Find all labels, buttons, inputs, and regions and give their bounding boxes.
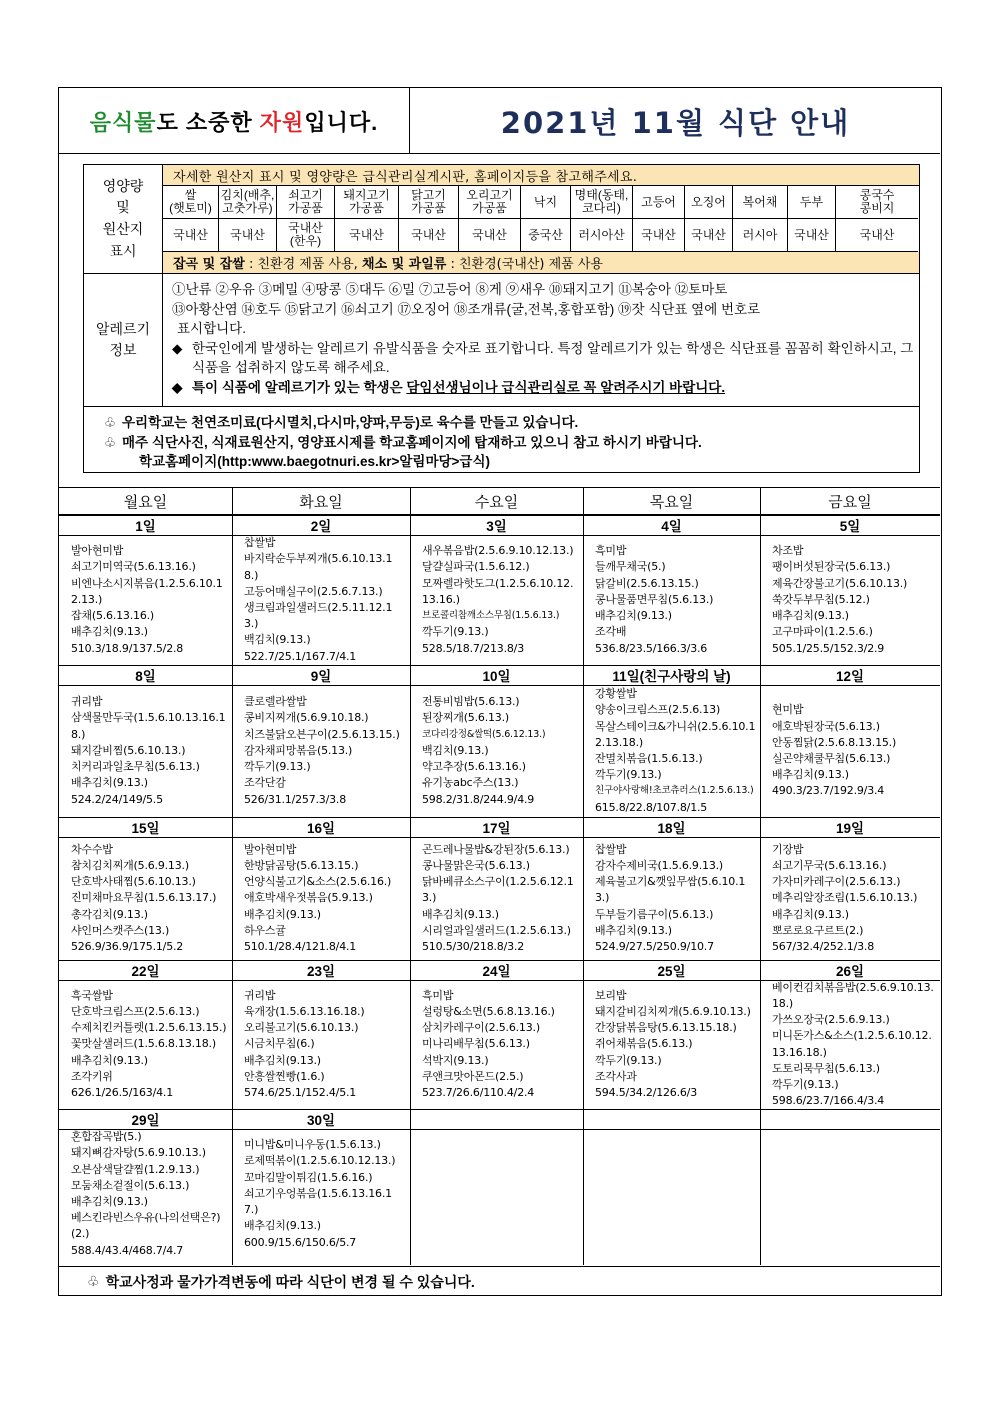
menu-item: 강황쌀밥 xyxy=(595,687,637,701)
menu-item: 들깨무채국(5.) xyxy=(595,560,666,574)
slogan-part: 자원 xyxy=(259,109,305,135)
menu-cell xyxy=(71,839,228,958)
menu-item: 고구마파이(1.2.5.6.) xyxy=(772,625,873,639)
menu-item: 깍두기(9.13.) xyxy=(595,1053,662,1067)
column-divider xyxy=(232,487,233,1265)
origin-country: 국내산 xyxy=(219,219,277,252)
weekday-header: 수요일 xyxy=(410,487,583,515)
menu-item: 콩나물품면무침(5.6.13.) xyxy=(595,592,714,606)
menu-item: 배추김치(9.13.) xyxy=(244,1219,321,1233)
day-date: 12일 xyxy=(835,669,865,684)
origin-country: 국내산 xyxy=(633,219,685,252)
notice-2 xyxy=(104,433,919,453)
day-date: 4일 xyxy=(661,519,682,534)
allergy-bullet-1 xyxy=(172,339,917,378)
menu-item: 미니돈가스&소스(1.2.5.6.10.12.13.16.18.) xyxy=(772,1029,932,1059)
menu-item: 쇠고기무국(5.6.13.16.) xyxy=(772,858,887,872)
menu-cell xyxy=(595,537,756,663)
menu-item: 조각키위 xyxy=(71,1069,113,1083)
menu-item: 발아현미밥 xyxy=(244,842,297,856)
menu-item: 삼치카레구이(2.5.6.13.) xyxy=(422,1021,540,1035)
menu-item: 미나리배무침(5.6.13.) xyxy=(422,1037,530,1051)
nutrition-info: 524.2/24/149/5.5 xyxy=(71,792,163,806)
menu-item: 배추김치(9.13.) xyxy=(772,609,849,623)
menu-cell xyxy=(244,1131,406,1257)
menu-item: 제육불고기&깻잎무쌈(5.6.10.13.) xyxy=(595,875,746,905)
menu-item: 콩비지찌개(5.6.9.10.18.) xyxy=(244,711,369,725)
menu-item: 시리얼과일샐러드(1.2.5.6.13.) xyxy=(422,923,571,937)
menu-cell xyxy=(244,687,406,815)
info-section xyxy=(59,155,940,487)
menu-item: 참치김치찌개(5.6.9.13.) xyxy=(71,858,189,872)
menu-item: 곤드레나물밥&강된장(5.6.13.) xyxy=(422,842,570,856)
origin-item: 오리고기 가공품 xyxy=(459,186,521,219)
menu-item: 팽이버섯된장국(5.6.13.) xyxy=(772,560,891,574)
footer-text: 학교사정과 물가가격변동에 따라 식단이 변경 될 수 있습니다. xyxy=(105,1273,475,1290)
menu-cell xyxy=(595,687,756,815)
nutrition-info: 528.5/18.7/213.8/3 xyxy=(422,641,524,655)
menu-item: 깍두기(9.13.) xyxy=(422,625,489,639)
menu-item: 간장닭볶음탕(5.6.13.15.18.) xyxy=(595,1021,737,1035)
menu-item: 현미밥 xyxy=(772,703,804,717)
menu-item: 시금치무침(6.) xyxy=(244,1037,315,1051)
column-divider xyxy=(410,487,411,1265)
menu-item: 애호박된장국(5.6.13.) xyxy=(772,719,880,733)
origin-footnote xyxy=(163,252,919,273)
veg-note: : 친환경(국내산) 제품 사용 xyxy=(446,257,603,272)
slogan xyxy=(59,88,410,154)
notice-text-1: 우리학교는 천연조미료(다시멸치,다시마,양파,무등)로 육수를 만들고 있습니다. xyxy=(122,415,579,430)
column-divider xyxy=(760,487,761,1265)
menu-item: 양송이크림스프(2.5.6.13) xyxy=(595,703,721,717)
menu-item: 치즈불닭오븐구이(2.5.6.13.15.) xyxy=(244,727,400,741)
origin-country: 국내산 (한우) xyxy=(277,219,335,252)
origin-country: 국내산 xyxy=(836,219,918,252)
menu-item: 깍두기(9.13.) xyxy=(772,1077,839,1091)
day-date: 29일 xyxy=(131,1113,160,1128)
menu-item: 바지락순두부찌개(5.6.10.13.18.) xyxy=(244,552,393,582)
clover-icon: ♧ xyxy=(104,415,117,430)
menu-item: 차조밥 xyxy=(772,544,804,558)
menu-item: 감자수제비국(1.5.6.9.13.) xyxy=(595,858,724,872)
menu-item: 배추김치(9.13.) xyxy=(772,907,849,921)
menu-item: 깍두기(9.13.) xyxy=(244,760,311,774)
menu-item: 배추김치(9.13.) xyxy=(595,609,672,623)
menu-cell xyxy=(772,537,936,663)
menu-item: 클로렐라쌀밥 xyxy=(244,695,307,709)
menu-item: 백김치(9.13.) xyxy=(244,633,311,647)
menu-item: 된장찌개(5.6.13.) xyxy=(422,711,509,725)
menu-item: 달걀실파국(1.5.6.12.) xyxy=(422,560,530,574)
grain-label: 잡곡 및 잡쌀 xyxy=(173,257,245,272)
column-divider xyxy=(583,487,584,1265)
origin-item: 고등어 xyxy=(633,186,685,219)
nutrition-info: 510.1/28.4/121.8/4.1 xyxy=(244,940,357,953)
menu-item: 오븐삼색달걀찜(1.2.9.13.) xyxy=(71,1162,200,1176)
menu-cell xyxy=(422,537,579,663)
menu-item: 실곤약채쿨무침(5.6.13.) xyxy=(772,752,891,765)
day-date: 15일 xyxy=(131,821,160,836)
menu-item: 하우스귤 xyxy=(244,923,286,937)
allergy-bullet-text-1: 한국인에게 발생하는 알레르기 유발식품을 숫자로 표기합니다. 특정 알레르기가 있는 학생은 식단표를 꼼꼼히 확인하시고, 그 식품을 섭취하지 않도록 해주세요. xyxy=(192,340,914,375)
nutrition-info: 588.4/43.4/468.7/4.7 xyxy=(71,1243,184,1257)
slogan-part: 음식물 xyxy=(89,109,157,135)
day-date: 3일 xyxy=(486,519,507,534)
origin-item: 쌀 (햇토미) xyxy=(163,186,219,219)
menu-item: 메추리알장조림(1.5.6.10.13.) xyxy=(772,891,918,905)
menu-cell xyxy=(71,1131,228,1257)
allergy-bullet-2 xyxy=(172,378,917,398)
menu-item: 백김치(9.13.) xyxy=(422,743,489,757)
menu-item: 돼지갈비찜(5.6.10.13.) xyxy=(71,743,186,757)
menu-item: 친구야사랑해!초코츄러스(1.2.5.6.13.) xyxy=(595,785,754,797)
menu-cell xyxy=(595,982,756,1107)
menu-item: 쇠고기우엉볶음(1.5.6.13.16.17.) xyxy=(244,1186,392,1217)
school-homepage: 학교홈페이지(http:www.baegotnuri.es.kr>알림마당>급식) xyxy=(139,454,491,469)
nutrition-info: 505.1/25.5/152.3/2.9 xyxy=(772,641,885,655)
nutrition-info: 526.9/36.9/175.1/5.2 xyxy=(71,940,184,953)
menu-item: 조각단감 xyxy=(244,776,286,790)
menu-item: 뽀로로요구르트(2.) xyxy=(772,923,864,937)
menu-item: 흑국쌀밥 xyxy=(71,988,113,1002)
nutrition-info: 510.5/30/218.8/3.2 xyxy=(422,940,524,953)
menu-item: 차수수밥 xyxy=(71,842,113,856)
menu-sheet xyxy=(58,87,942,1296)
menu-item: 고등어매실구이(2.5.6.7.13.) xyxy=(244,584,383,598)
diamond-icon: ◆ xyxy=(172,379,183,395)
origin-label: 영양량 및 원산지 표시 xyxy=(84,165,163,273)
menu-item: 한방닭곰탕(5.6.13.15.) xyxy=(244,858,359,872)
veg-label: 채소 및 과일류 xyxy=(361,257,447,272)
menu-item: 잡채(5.6.13.16.) xyxy=(71,609,155,623)
menu-item: 배추김치(9.13.) xyxy=(244,907,321,921)
nutrition-info: 598.6/23.7/166.4/3.4 xyxy=(772,1094,885,1108)
menu-item: 쇠고기미역국(5.6.13.16.) xyxy=(71,560,196,574)
menu-item: 보리밥 xyxy=(595,988,627,1002)
origin-item: 낙지 xyxy=(521,186,571,219)
menu-item: 단호박크림스프(2.5.6.13.) xyxy=(71,1004,200,1018)
day-date: 23일 xyxy=(306,964,336,979)
menu-item: 안동찜닭(2.5.6.8.13.15.) xyxy=(772,735,897,749)
day-date: 10일 xyxy=(482,669,511,684)
menu-item: 유기농abc주스(13.) xyxy=(422,776,519,790)
weekday-header: 목요일 xyxy=(583,487,760,515)
menu-item: 모짜렐라핫도그(1.2.5.6.10.12.13.16.) xyxy=(422,576,574,606)
weekday-header: 금요일 xyxy=(760,487,940,515)
menu-cell xyxy=(244,982,406,1107)
menu-item: 배추김치(9.13.) xyxy=(772,768,849,782)
day-date: 25일 xyxy=(657,964,686,979)
diamond-icon: ◆ xyxy=(172,340,183,356)
menu-item: 찹쌀밥 xyxy=(244,536,276,550)
menu-item: 조각사과 xyxy=(595,1069,637,1083)
origin-note: 자세한 원산지 표시 및 영양량은 급식관리실게시판, 홈페이지등을 참고해주세요. xyxy=(163,165,919,186)
nutrition-info: 510.3/18.9/137.5/2.8 xyxy=(71,641,184,655)
menu-cell xyxy=(422,982,579,1107)
menu-item: 쿠앤크맛아몬드(2.5.) xyxy=(422,1069,524,1083)
allergy-label: 알레르기 정보 xyxy=(84,274,163,406)
footer-note xyxy=(59,1266,940,1296)
origin-item: 콩국수 콩비지 xyxy=(836,186,918,219)
menu-item: 가쓰오장국(2.5.6.9.13.) xyxy=(772,1013,890,1027)
menu-item: 브로콜리참깨소스무침(1.5.6.13.) xyxy=(422,610,560,622)
menu-item: 육개장(1.5.6.13.16.18.) xyxy=(244,1004,365,1018)
day-date: 17일 xyxy=(482,821,511,836)
nutrition-info: 522.7/25.1/167.7/4.1 xyxy=(244,649,357,663)
menu-item: 석박지(9.13.) xyxy=(422,1053,489,1067)
date-divider xyxy=(59,837,940,838)
menu-cell xyxy=(71,982,228,1107)
menu-item: 흑미밥 xyxy=(422,988,454,1002)
menu-item: 쥐어채볶음(5.6.13.) xyxy=(595,1037,693,1051)
notice-1 xyxy=(104,413,919,433)
menu-item: 오리불고기(5.6.10.13.) xyxy=(244,1021,359,1035)
origin-country: 국내산 xyxy=(335,219,399,252)
menu-item: 베이컨김치볶음밥(2.5.6.9.10.13.18.) xyxy=(772,980,934,1010)
menu-item: 배추김치(9.13.) xyxy=(595,923,672,937)
nutrition-info: 523.7/26.6/110.4/2.4 xyxy=(422,1086,535,1099)
menu-item: 베스킨라빈스우유(나의선택은?)(2.) xyxy=(71,1211,221,1241)
menu-item: 로제떡볶이(1.2.5.6.10.12.13.) xyxy=(244,1154,396,1168)
menu-item: 언양식불고기&소스(2.5.6.16.) xyxy=(244,875,392,889)
day-date: 9일 xyxy=(310,669,332,684)
menu-cell xyxy=(71,537,228,663)
allergy-bullet-text-2: 특이 식품에 알레르기가 있는 학생은 xyxy=(192,379,407,395)
weekday-header: 화요일 xyxy=(232,487,410,515)
menu-item: 안흥쌀찐빵(1.6.) xyxy=(244,1069,325,1083)
allergy-bullet-underline: 담임선생님이나 급식관리실로 꼭 알려주시기 바랍니다. xyxy=(406,379,726,395)
menu-item: 코다리강정&쌀떡(5.6.12.13.) xyxy=(422,728,546,740)
menu-item: 가자미카레구이(2.5.6.13.) xyxy=(772,875,901,889)
weekday-header: 월요일 xyxy=(59,487,232,515)
clover-icon: ♧ xyxy=(87,1273,100,1289)
nutrition-info: 490.3/23.7/192.9/3.4 xyxy=(772,784,885,798)
menu-item: 배추김치(9.13.) xyxy=(71,776,148,790)
menu-item: 약고추장(5.6.13.16.) xyxy=(422,760,526,774)
menu-cell xyxy=(772,687,936,815)
origin-item: 돼지고기 가공품 xyxy=(335,186,399,219)
origin-item: 복어채 xyxy=(733,186,788,219)
origin-item: 오징어 xyxy=(685,186,733,219)
origin-country: 국내산 xyxy=(399,219,459,252)
menu-item: 찹쌀밥 xyxy=(595,842,627,856)
menu-item: 깍두기(9.13.) xyxy=(595,768,662,782)
menu-cell xyxy=(71,687,228,815)
menu-item: 단호박사태찜(5.6.10.13.) xyxy=(71,875,196,889)
origin-country: 러시아산 xyxy=(571,219,633,252)
menu-item: 전통비빔밥(5.6.13.) xyxy=(422,695,520,709)
menu-cell xyxy=(595,839,756,958)
nutrition-info: 536.8/23.5/166.3/3.6 xyxy=(595,641,708,655)
menu-item: 설렁탕&소면(5.6.8.13.16.) xyxy=(422,1004,555,1018)
origin-country: 국내산 xyxy=(788,219,836,252)
origin-item: 김치(배추, 고춧가루) xyxy=(219,186,277,219)
menu-item: 발아현미밥 xyxy=(71,544,124,558)
day-date: 19일 xyxy=(835,821,865,836)
menu-item: 미니밥&미니우동(1.5.6.13.) xyxy=(244,1138,381,1152)
menu-item: 콩나물맑은국(5.6.13.) xyxy=(422,858,530,872)
origin-country: 러시아 xyxy=(733,219,788,252)
day-date: 2일 xyxy=(310,519,332,534)
menu-item: 배추김치(9.13.) xyxy=(71,625,148,639)
header xyxy=(59,88,940,154)
nutrition-info: 526/31.1/257.3/3.8 xyxy=(244,792,346,806)
notice-text-2: 매주 식단사진, 식재료원산지, 영양표시제를 학교홈페이지에 탑재하고 있으니 참고 하시기 바랍니다. xyxy=(122,434,702,450)
menu-item: 감자채피망볶음(5.13.) xyxy=(244,743,353,757)
menu-item: 도토리묵무침(5.6.13.) xyxy=(772,1061,880,1075)
nutrition-info: 574.6/25.1/152.4/5.1 xyxy=(244,1086,357,1099)
allergy-body xyxy=(172,280,917,397)
menu-item: 혼합잡곡밥(5.) xyxy=(71,1130,142,1144)
nutrition-info: 600.9/15.6/150.6/5.7 xyxy=(244,1235,357,1249)
menu-item: 치커리과일초무침(5.6.13.) xyxy=(71,760,200,774)
menu-item: 배추김치(9.13.) xyxy=(71,1195,148,1208)
menu-item: 새우볶음밥(2.5.6.9.10.12.13.) xyxy=(422,544,574,558)
menu-cell xyxy=(422,687,579,815)
menu-item: 기장밥 xyxy=(772,842,804,856)
day-date: 26일 xyxy=(835,964,865,979)
menu-item: 생크림과일샐러드(2.5.11.12.13.) xyxy=(244,601,393,631)
menu-item: 돼지뼈감자탕(5.6.9.10.13.) xyxy=(71,1146,206,1160)
allergy-list-3: 표시합니다. xyxy=(177,321,246,336)
menu-item: 제육간장불고기(5.6.10.13.) xyxy=(772,576,908,590)
menu-item: 돼지갈비김치찌개(5.6.9.10.13.) xyxy=(595,1004,751,1018)
menu-item: 잔멸치볶음(1.5.6.13.) xyxy=(595,752,703,765)
origin-item: 두부 xyxy=(788,186,836,219)
slogan-part: 입니다. xyxy=(304,109,379,135)
nutrition-info: 615.8/22.8/107.8/1.5 xyxy=(595,800,708,814)
day-date: 11일(친구사랑의 날) xyxy=(612,669,731,684)
menu-item: 수제치킨커틀렛(1.2.5.6.13.15.) xyxy=(71,1021,227,1035)
allergy-list-2: ⑬아황산염 ⑭호두 ⑮닭고기 ⑯쇠고기 ⑰오징어 ⑱조개류(굴,전복,홍합포함) ⑲잣 식단표 옆에 번호로 xyxy=(172,301,761,317)
menu-cell xyxy=(244,839,406,958)
menu-item: 삼색물만두국(1.5.6.10.13.16.18.) xyxy=(71,711,226,741)
origin-country: 국내산 xyxy=(163,219,219,252)
date-divider xyxy=(59,535,940,536)
menu-item: 두부들기름구이(5.6.13.) xyxy=(595,907,714,921)
origin-country: 중국산 xyxy=(521,219,571,252)
menu-item: 총각김치(9.13.) xyxy=(71,907,148,921)
menu-item: 비엔나소시지볶음(1.2.5.6.10.12.13.) xyxy=(71,576,223,606)
menu-cell xyxy=(422,839,579,958)
nutrition-info: 626.1/26.5/163/4.1 xyxy=(71,1086,173,1099)
menu-item: 배추김치(9.13.) xyxy=(71,1053,148,1067)
menu-cell xyxy=(772,839,936,958)
menu-item: 흑미밥 xyxy=(595,544,627,558)
menu-item: 모둠채소겉절이(5.6.13.) xyxy=(71,1178,190,1192)
date-divider xyxy=(59,685,940,686)
clover-icon: ♧ xyxy=(104,434,117,450)
nutrition-info: 524.9/27.5/250.9/10.7 xyxy=(595,940,714,953)
origin-item: 닭고기 가공품 xyxy=(399,186,459,219)
allergy-box xyxy=(83,274,920,407)
menu-item: 애호박새우젓볶음(5.9.13.) xyxy=(244,891,373,905)
day-date: 22일 xyxy=(131,964,160,979)
menu-item: 샤인머스캣주스(13.) xyxy=(71,923,170,937)
day-date: 18일 xyxy=(657,821,686,836)
nutrition-info: 567/32.4/252.1/3.8 xyxy=(772,940,874,953)
menu-item: 진미채마요무침(1.5.6.13.17.) xyxy=(71,891,217,905)
day-date: 8일 xyxy=(135,669,156,684)
origin-item: 쇠고기 가공품 xyxy=(277,186,335,219)
day-date: 1일 xyxy=(135,519,156,534)
origin-table xyxy=(83,164,920,274)
menu-item: 닭바베큐소스구이(1.2.5.6.12.13.) xyxy=(422,875,574,905)
page-title: 2021년 11월 식단 안내 xyxy=(500,105,851,140)
slogan-part: 도 소중한 xyxy=(156,109,260,135)
menu-item: 꼬마김말이튀김(1.5.6.16.) xyxy=(244,1170,373,1184)
menu-item: 귀리밥 xyxy=(71,695,103,709)
notices-box xyxy=(83,407,920,473)
menu-item: 배추김치(9.13.) xyxy=(244,1053,321,1067)
menu-item: 목살스테이크&가니쉬(2.5.6.10.12.13.18.) xyxy=(595,719,756,749)
origin-country: 국내산 xyxy=(459,219,521,252)
menu-item: 꽃맛살샐러드(1.5.6.8.13.18.) xyxy=(71,1037,216,1051)
origin-item: 명태(동태, 코다리) xyxy=(571,186,633,219)
day-date: 5일 xyxy=(839,519,861,534)
day-date: 16일 xyxy=(306,821,336,836)
grain-note: : 친환경 제품 사용, xyxy=(244,257,362,272)
menu-item: 조각배 xyxy=(595,625,627,639)
menu-item: 귀리밥 xyxy=(244,988,276,1002)
nutrition-info: 594.5/34.2/126.6/3 xyxy=(595,1086,697,1099)
allergy-list-1: ①난류 ②우유 ③메밀 ④땅콩 ⑤대두 ⑥밀 ⑦고등어 ⑧게 ⑨새우 ⑩돼지고기 ⑪복숭아 ⑫토마토 xyxy=(172,282,728,297)
menu-cell xyxy=(772,982,936,1107)
menu-cell xyxy=(244,537,406,663)
menu-item: 닭갈비(2.5.6.13.15.) xyxy=(595,576,699,590)
nutrition-info: 598.2/31.8/244.9/4.9 xyxy=(422,792,535,806)
menu-item: 쑥갓두부무침(5.12.) xyxy=(772,592,870,606)
day-date: 30일 xyxy=(306,1113,336,1128)
origin-country: 국내산 xyxy=(685,219,733,252)
menu-item: 배추김치(9.13.) xyxy=(422,907,499,921)
day-date: 24일 xyxy=(482,964,511,979)
